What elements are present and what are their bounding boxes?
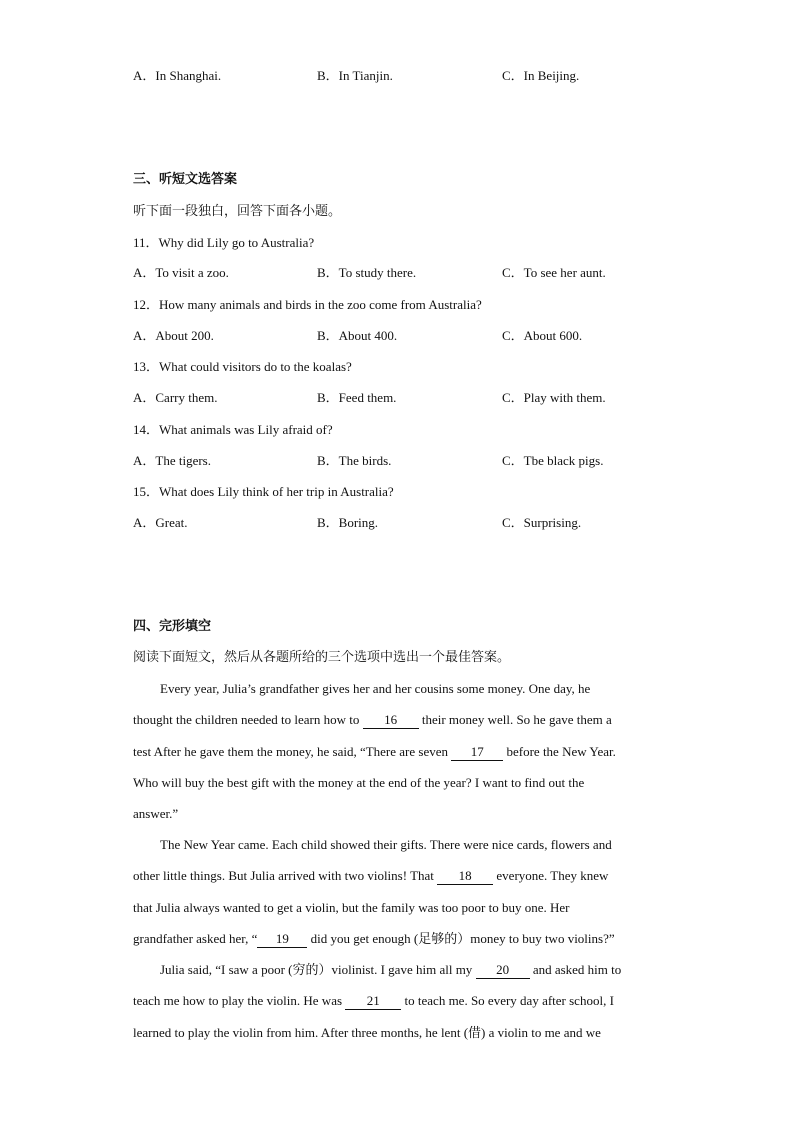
- option-c[interactable]: C．To see her aunt.: [502, 265, 606, 280]
- passage-text: other little things. But Julia arrived with two violins! That: [133, 868, 438, 883]
- question-stem: 11．Why did Lily go to Australia?: [133, 235, 315, 250]
- passage-text: before the New Year.: [503, 744, 616, 759]
- passage-text: thought the children needed to learn how to: [133, 712, 363, 727]
- option-b[interactable]: B．To study there.: [317, 265, 417, 280]
- passage-text: did you get enough (足够的）money to buy two violins?”: [307, 931, 615, 946]
- option-c[interactable]: C．Tbe black pigs.: [502, 453, 604, 468]
- option-b[interactable]: B．In Tianjin.: [317, 68, 393, 83]
- question-options: [133, 326, 693, 346]
- passage-line: Who will buy the best gift with the money at the end of the year? I want to find out the: [133, 775, 585, 790]
- option-c[interactable]: C．In Beijing.: [502, 68, 580, 83]
- passage-line: [133, 929, 663, 949]
- blank-17[interactable]: 17: [451, 744, 503, 761]
- section-instruction: 听下面一段独白，回答下面各小题。: [133, 204, 342, 219]
- blank-21[interactable]: 21: [345, 993, 401, 1010]
- blank-20[interactable]: 20: [476, 962, 530, 979]
- passage-line: [133, 742, 663, 762]
- question-options: [133, 451, 693, 471]
- passage-text: teach me how to play the violin. He was: [133, 993, 346, 1008]
- section-heading: 四、完形填空: [133, 619, 212, 634]
- option-a[interactable]: A．In Shanghai.: [133, 68, 222, 83]
- question-stem: 13．What could visitors do to the koalas?: [133, 359, 352, 374]
- question-stem: 14．What animals was Lily afraid of?: [133, 422, 333, 437]
- passage-line: that Julia always wanted to get a violin, but the family was too poor to buy one. Her: [133, 900, 570, 915]
- passage-text: test After he gave them the money, he said, “There are seven: [133, 744, 452, 759]
- passage-text: their money well. So he gave them a: [418, 712, 612, 727]
- section-instruction: 阅读下面短文，然后从各题所给的三个选项中选出一个最佳答案。: [133, 650, 511, 665]
- passage-line: Every year, Julia’s grandfather gives her and her cousins some money. One day, he: [160, 681, 591, 696]
- option-b[interactable]: B．Boring.: [317, 515, 379, 530]
- passage-line: learned to play the violin from him. After three months, he lent (借) a violin to me and we: [133, 1025, 601, 1040]
- question-options: [133, 263, 693, 283]
- option-c[interactable]: C．Play with them.: [502, 390, 606, 405]
- passage-text: and asked him to: [529, 962, 622, 977]
- option-c[interactable]: C．Surprising.: [502, 515, 582, 530]
- blank-18[interactable]: 18: [437, 868, 493, 885]
- option-b[interactable]: B．The birds.: [317, 453, 392, 468]
- question-options: [133, 388, 693, 408]
- section-heading: 三、听短文选答案: [133, 172, 238, 187]
- passage-text: to teach me. So every day after school, I: [401, 993, 614, 1008]
- question-stem: 12．How many animals and birds in the zoo come from Australia?: [133, 297, 482, 312]
- option-a[interactable]: A．The tigers.: [133, 453, 211, 468]
- passage-line: [133, 866, 663, 886]
- option-b[interactable]: B．About 400.: [317, 328, 398, 343]
- option-b[interactable]: B．Feed them.: [317, 390, 397, 405]
- passage-line: [133, 710, 663, 730]
- option-c[interactable]: C．About 600.: [502, 328, 583, 343]
- q10-options: [133, 66, 693, 86]
- passage-text: everyone. They knew: [493, 868, 609, 883]
- blank-16[interactable]: 16: [363, 712, 419, 729]
- passage-text: Julia said, “I saw a poor (穷的）violinist. I gave him all my: [160, 962, 476, 977]
- passage-text: grandfather asked her, “: [133, 931, 258, 946]
- passage-line: [160, 960, 690, 980]
- option-a[interactable]: A．Carry them.: [133, 390, 218, 405]
- passage-line: answer.”: [133, 806, 179, 821]
- option-a[interactable]: A．To visit a zoo.: [133, 265, 229, 280]
- option-a[interactable]: A．Great.: [133, 515, 188, 530]
- question-stem: 15．What does Lily think of her trip in Australia?: [133, 484, 394, 499]
- passage-line: The New Year came. Each child showed their gifts. There were nice cards, flowers and: [160, 837, 612, 852]
- passage-line: [133, 991, 663, 1011]
- blank-19[interactable]: 19: [257, 931, 307, 948]
- question-options: [133, 513, 693, 533]
- option-a[interactable]: A．About 200.: [133, 328, 214, 343]
